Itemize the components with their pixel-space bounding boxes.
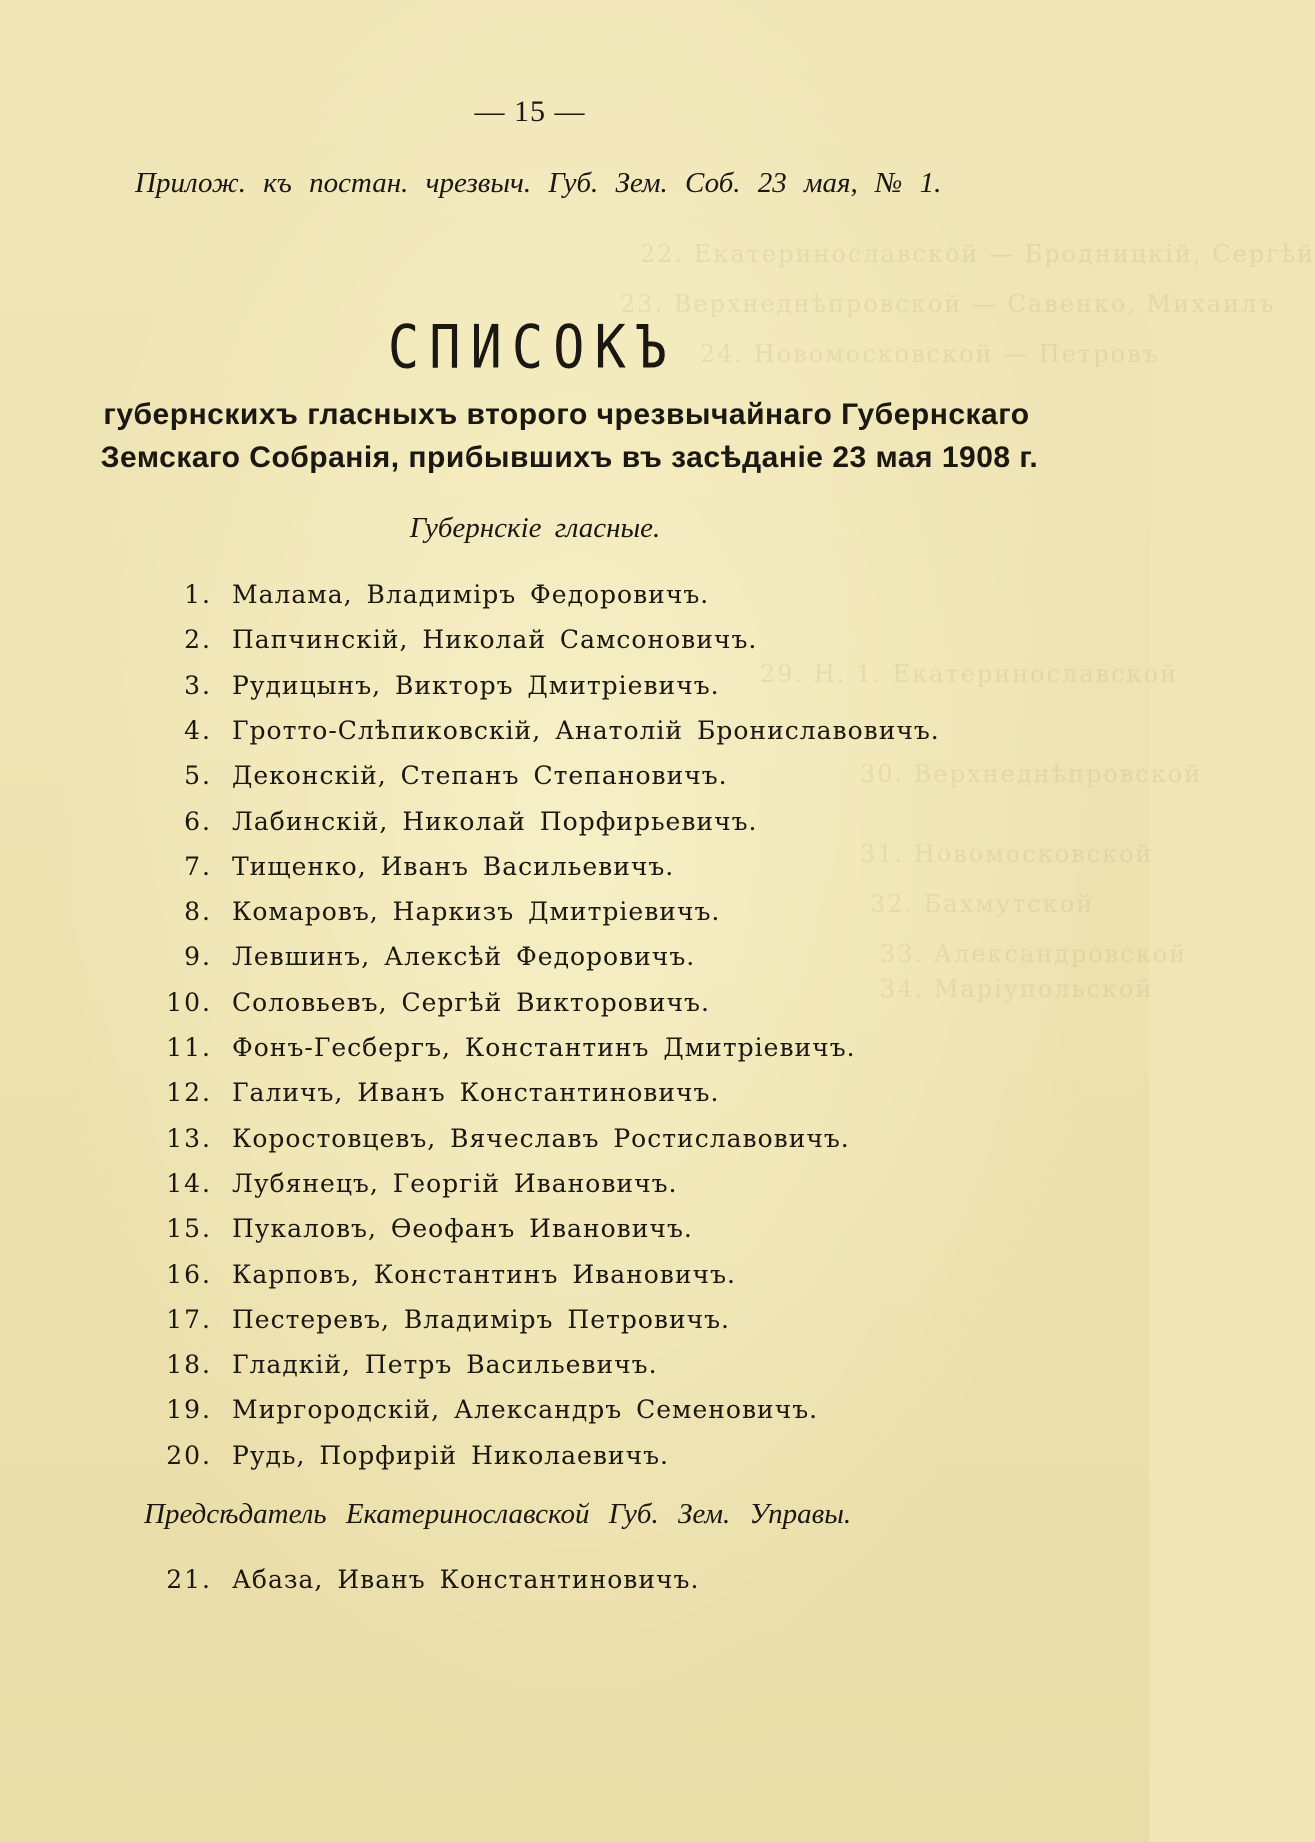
item-number: 12. xyxy=(166,1078,212,1108)
item-number: 2. xyxy=(184,625,212,655)
reverse-side-show-through: 32. Бахмутской xyxy=(870,890,1095,918)
item-name: Лабинскій, Николай Порфирьевичъ. xyxy=(232,806,758,836)
item-name: Галичъ, Иванъ Константиновичъ. xyxy=(232,1078,720,1108)
reverse-side-show-through: 30. Верхнеднѣпровской xyxy=(860,760,1203,788)
item-number: 5. xyxy=(184,761,212,791)
reverse-side-show-through: 24. Новомосковской — Петровъ xyxy=(700,340,1160,368)
item-number: 11. xyxy=(166,1033,212,1062)
item-number: 14. xyxy=(166,1168,212,1198)
reverse-side-show-through: 23. Верхнеднѣпровской — Савенко, Михаилъ xyxy=(620,290,1276,318)
item-name: Деконскій, Степанъ Степановичъ. xyxy=(232,761,728,791)
item-name: Пукаловъ, Ѳеофанъ Ивановичъ. xyxy=(232,1214,693,1244)
item-name: Миргородскій, Александръ Семеновичъ. xyxy=(232,1395,819,1425)
item-name: Коростовцевъ, Вячеславъ Ростиславовичъ. xyxy=(232,1123,850,1153)
section-heading-chairman: Предсѣдатель Екатеринославской Губ. Зем. Управы. xyxy=(144,1498,852,1530)
item-number: 17. xyxy=(166,1304,212,1334)
reverse-side-show-through: 34. Маріупольской xyxy=(880,975,1154,1003)
item-name: Комаровъ, Наркизъ Дмитріевичъ. xyxy=(232,897,721,927)
item-number: 4. xyxy=(184,715,212,745)
subtitle-line-1: губернскихъ гласныхъ второго чрезвычайнаго Губернскаго xyxy=(103,398,1030,431)
item-name: Малама, Владиміръ Федоровичъ. xyxy=(232,580,710,609)
item-number: 1. xyxy=(184,580,212,609)
item-name: Тищенко, Иванъ Васильевичъ. xyxy=(232,851,675,881)
subtitle-line-2: Земскаго Собранія, прибывшихъ въ засѣданіе 23 мая 1908 г. xyxy=(100,441,1039,474)
reverse-side-show-through: 29. Н. 1. Екатеринославской xyxy=(760,660,1179,688)
reverse-side-show-through: 22. Екатеринославской — Бродницкій, Сергѣй xyxy=(640,240,1315,268)
item-number: 9. xyxy=(184,942,212,972)
item-number: 3. xyxy=(184,670,212,700)
item-number: 18. xyxy=(166,1350,212,1380)
item-name: Лубянецъ, Георгій Ивановичъ. xyxy=(232,1168,678,1198)
section-heading-deputies: Губернскіе гласные. xyxy=(409,512,661,544)
item-number: 7. xyxy=(184,851,212,881)
item-name: Рудь, Порфирій Николаевичъ. xyxy=(232,1440,669,1470)
item-number: 10. xyxy=(166,987,212,1017)
item-name: Гротто-Слѣпиковскій, Анатолій Брониславовичъ. xyxy=(232,715,940,745)
item-name: Карповъ, Константинъ Ивановичъ. xyxy=(232,1259,736,1289)
reverse-side-show-through: 31. Новомосковской xyxy=(860,840,1154,868)
item-number: 19. xyxy=(166,1395,212,1425)
document-title: СПИСОКЪ xyxy=(387,313,678,383)
item-name: Фонъ-Гесбергъ, Константинъ Дмитріевичъ. xyxy=(232,1033,856,1062)
item-number: 20. xyxy=(166,1440,212,1470)
item-name: Абаза, Иванъ Константиновичъ. xyxy=(232,1565,700,1594)
item-name: Гладкій, Петръ Васильевичъ. xyxy=(232,1350,658,1380)
item-name: Папчинскій, Николай Самсоновичъ. xyxy=(232,625,758,655)
reverse-side-show-through: 33. Александровской xyxy=(880,940,1188,968)
item-name: Левшинъ, Алексѣй Федоровичъ. xyxy=(232,942,696,972)
item-number: 8. xyxy=(184,897,212,927)
appendix-note: Прилож. къ постан. чрезвыч. Губ. Зем. Соб. 23 мая, № 1. xyxy=(135,167,942,199)
page-number: — 15 — xyxy=(474,95,586,128)
item-number: 21. xyxy=(166,1565,212,1594)
item-name: Соловьевъ, Сергѣй Викторовичъ. xyxy=(232,987,710,1017)
item-name: Рудицынъ, Викторъ Дмитріевичъ. xyxy=(232,670,720,700)
item-number: 6. xyxy=(184,806,212,836)
item-number: 16. xyxy=(166,1259,212,1289)
item-name: Пестеревъ, Владиміръ Петровичъ. xyxy=(232,1304,731,1334)
item-number: 15. xyxy=(166,1214,212,1244)
item-number: 13. xyxy=(166,1123,212,1153)
